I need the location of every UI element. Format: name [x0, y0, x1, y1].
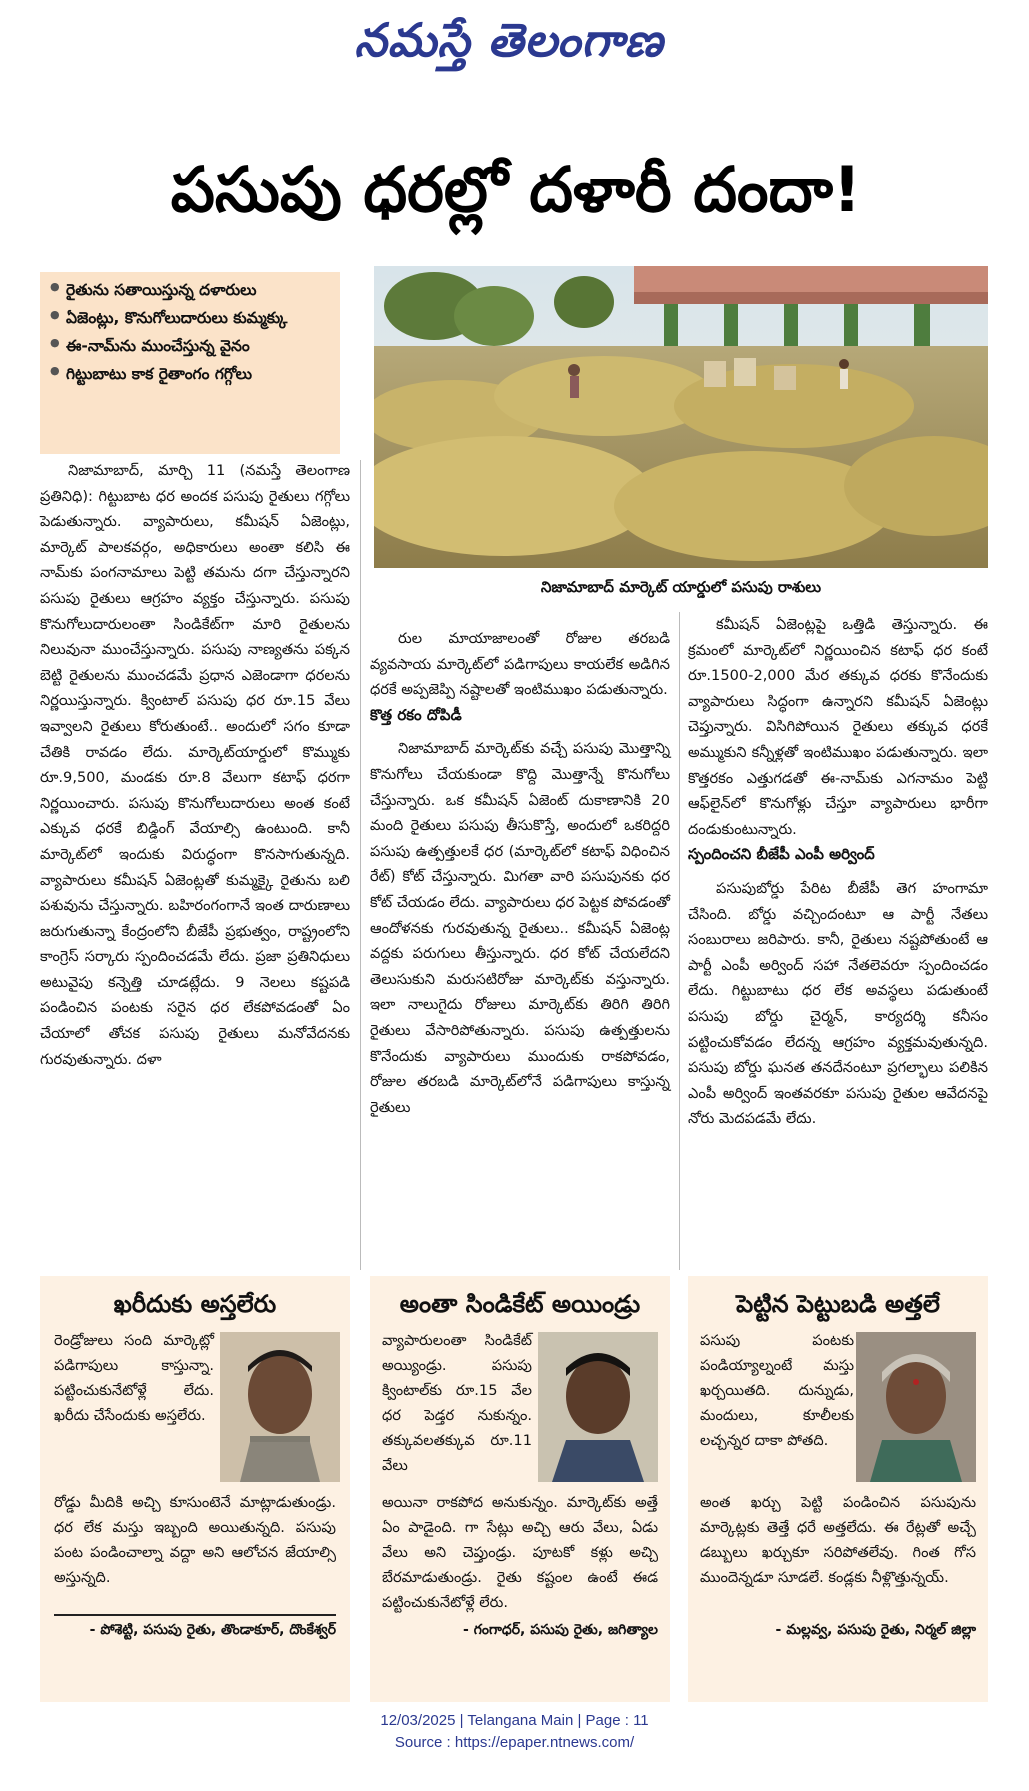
- farmer-portrait: [856, 1332, 976, 1482]
- headline: పసుపు ధరల్లో దళారీ దందా!: [170, 153, 862, 226]
- article-paragraph: నిజామాబాద్ మార్కెట్‌కు వచ్చే పసుపు మొత్తాన్ని కొనుగోలు చేయకుండా కొద్ది మొత్తాన్నే కొనుగోలు చేస్తున్నారు. ఒక కమీషన్ ఏజెంట్ దుకాణానికి 20 మంది రైతులు పసుపు తీసుకొస్తే, అందులో ఒకరిద్దరి పసుపు ఉత్పత్తులకే ధర (మార్కెట్‌లో కటాఫ్ విధించిన రేట్) కోట్ చేస్తున్నారు. మిగతా వారి పసుపునకు ధర కోట్ చేయడం లేదు. వ్యాపారులు ధర పెట్టక పోవడంతో ఆందోళనకు గురవుతున్న రైతులు.. కమీషన్ ఏజెంట్ల వద్దకు పరుగులు తీస్తున్నారు. ధర కోట్ చేయలేదని తెలుసుకుని మరుసటిరోజు మార్కెట్‌కు వస్తున్నారు. ఇలా నాలుగైదు రోజులు మార్కెట్‌కు తిరిగి తిరిగి రైతులు వేసారిపోతున్నారు. పసుపు ఉత్పత్తులను కొనేందుకు వ్యాపారులు ముందుకు రాకపోవడం, రోజుల తరబడి మార్కెట్‌లోనే పడిగాపులు కాస్తున్న రైతులు: [370, 740, 670, 1116]
- quote-credit: - పోశెట్టి, పసుపు రైతు, తొండాకూర్, దొంకేశ్వర్: [89, 1622, 336, 1638]
- quote-text: వ్యాపారులంతా సిండికేట్ అయ్యిండ్రు. పసుపు క్వింటాల్‌కు రూ.15 వేల ధర పెడ్తర నుకున్నం. తక్కువలతక్కువ రూ.11 వేలు: [382, 1332, 532, 1474]
- article-paragraph: పసుపుబోర్డు పేరిట బీజేపీ తెగ హంగామా చేసింది. బోర్డు వచ్చిందంటూ ఆ పార్టీ నేతలు సంబురాలు జరిపారు. కానీ, రైతులు నష్టపోతుంటే ఆ పార్టీ ఎంపీ అర్వింద్ సహా నేతలెవరూ స్పందించడం లేదు. గిట్టుబాటు ధర లేక అవస్థలు పడుతుంటే పసుపు బోర్డు చైర్మన్, కార్యదర్శి కనీసం పట్టించుకోవడం లేదన్న ఆగ్రహం వ్యక్తమవుతున్నది. పసుపు బోర్డు ఘనత తనదేనంటూ ప్రగల్భాలు పలికిన ఎంపీ అర్వింద్ ఇంతవరకూ పసుపు రైతుల ఆవేదనపై నోరు మెదపడమే లేదు.: [688, 879, 988, 1128]
- farmer-portrait: [220, 1332, 340, 1482]
- quote-text: అయినా రాకపోద అనుకున్నం. మార్కెట్‌కు అత్తే ఏం పాడైంది. గా సేట్లు అచ్చి ఆరు వేలు, ఏడు వేలు అని చెప్తుండ్రు. పూటకో కళ్లు అచ్చి బేరమాడుతుండ్రు. రైతు కష్టంల ఉంటే ఈడ పట్టించుకునేటోళ్లే లేరు.: [382, 1494, 658, 1611]
- quote-rule: [54, 1614, 336, 1616]
- farmer-quote-box: [370, 1276, 670, 1702]
- market-yard-photo: [374, 266, 988, 568]
- quote-credit: - గంగాధర్, పసుపు రైతు, జగిత్యాల: [463, 1622, 658, 1638]
- farmer-quote-box: [40, 1276, 350, 1702]
- highlight-item: ● గిట్టుబాటు కాక రైతాంగం గగ్గోలు: [50, 364, 332, 385]
- quote-title: ఖరీదుకు అస్తలేరు: [113, 1290, 277, 1318]
- section-subheading: స్పందించని బీజేపీ ఎంపీ అర్వింద్: [688, 845, 875, 864]
- source-url: Source : https://epaper.ntnews.com/: [394, 1734, 635, 1751]
- column-divider: [679, 612, 680, 1270]
- quote-title: అంతా సిండికేట్ అయిండ్రు: [399, 1290, 641, 1318]
- masthead-logo: నమస్తే తెలంగాణ: [354, 13, 664, 67]
- quote-text: పసుపు పంటకు పండియ్యాల్నంటే మస్తు ఖర్చయితది. దున్నుడు, మందులు, కూలీలకు లచ్చన్నర దాకా పోతది.: [700, 1332, 854, 1449]
- article-paragraph: కమీషన్ ఏజెంట్లపై ఒత్తిడి తెస్తున్నారు. ఈ క్రమంలో మార్కెట్‌లో నిర్ణయించిన కటాఫ్ ధర కంటే రూ.1500-2,000 మేర తక్కువ ధరకు కొనేందుకు వ్యాపారులు సిద్ధంగా ఉన్నారని కమీషన్ ఏజెంట్లు చెప్తున్నారు. విసిగిపోయిన రైతులు తక్కువ ధరకే అమ్ముకుని కన్నీళ్లతో ఇంటిముఖం పడుతున్నారు. ఇలా కొత్తరకం ఎత్తుగడతో ఈ-నామ్‌కు ఎగనామం పెట్టి ఆఫ్‌లైన్‌లో కొనుగోళ్లు చేస్తూ వ్యాపారులు భారీగా దండుకుంటున్నారు.: [688, 616, 988, 838]
- quote-text: అంత ఖర్చు పెట్టి పండించిన పసుపును మార్కెట్లకు తెత్తే ధరే అత్తలేదు. ఈ రేట్లతో అచ్చే డబ్బులు ఖర్చుకూ సరిపోతలేవు. గింత గోస ముందెన్నడూ సూడలే. కండ్లకు నీళ్లొత్తున్నయ్.: [700, 1494, 976, 1586]
- column-divider: [360, 460, 361, 1270]
- article-column-3: [688, 612, 988, 1270]
- quote-text: రెండ్రోజులు సంది మార్కెట్లో పడిగాపులు కాస్తున్నా. పట్టించుకునేటోళ్లే లేదు. ఖరీదు చేసేందుకు అస్తలేరు.: [54, 1332, 214, 1424]
- photo-caption: నిజామాబాద్ మార్కెట్ యార్డులో పసుపు రాశులు: [540, 578, 822, 596]
- article-paragraph: నిజామాబాద్, మార్చి 11 (నమస్తే తెలంగాణ ప్రతినిధి): గిట్టుబాట ధర అందక పసుపు రైతులు గగ్గోలు పెడుతున్నారు. వ్యాపారులు, కమీషన్ ఏజెంట్లు, మార్కెట్ పాలకవర్గం, అధికారులు అంతా కలిసి ఈ నామ్‌కు పంగనామాలు పెట్టి తమను దగా చేస్తున్నారని పసుపు రైతులు ఆగ్రహం వ్యక్తం చేస్తున్నారు. పసుపు కొనుగోలుదారులంతా సిండికేట్‌గా మారి రైతులను నిలువునా ముంచేస్తున్నారు. పసుపు నాణ్యతను పక్కన బెట్టి రైతులను ముంచడమే ప్రధాన ఎజెండాగా ధరలను నిర్ణయిస్తున్నారు. క్వింటాల్ పసుపు ధర రూ.15 వేలు ఇవ్వాలని రైతులు కోరుతుంటే.. అందులో సగం కూడా చేతికి రావడం లేదు. మార్కెట్‌యార్డులో కొమ్ముకు రూ.9,500, మండకు రూ.8 వేలుగా కటాఫ్ ధరగా నిర్ణయించారు. పసుపు కొనుగోలుదారులు అంత కంటే ఎక్కువ ధరకే బిడ్డింగ్ వేయాల్సి ఉంటుంది. కానీ మార్కెట్‌లో ఇందుకు విరుద్ధంగా కొనసాగుతున్నది. వ్యాపారులు కమీషన్ ఏజెంట్లతో కుమ్మక్కై రైతును బలి పశువును చేస్తున్నారు. బహిరంగంగానే ఇంత దారుణాలు జరుగుతున్నా కేంద్రంలోని బీజేపీ ప్రభుత్వం, రాష్ట్రంలోని కాంగ్రెస్ సర్కారు స్పందించడమే లేదు. ప్రజా ప్రతినిధులు అటువైపు కన్నెత్తి చూడట్లేదు. 9 నెలలు కష్టపడి పండించిన పంటకు సరైన ధర లేకపోవడంతో ఏం చేయాలో తోచక పసుపు రైతులు మనోవేదనకు గురవుతున్నారు. దళా: [40, 462, 350, 1068]
- farmer-quote-box: [688, 1276, 988, 1702]
- farmer-portrait: [538, 1332, 658, 1482]
- article-column-2: [370, 626, 670, 1270]
- quote-text: రోడ్డు మీదికి అచ్చి కూసుంటెనే మాట్లాడుతుండ్రు. ధర లేక మస్తు ఇబ్బంది అయితున్నది. పసుపు పంట పండించాల్నా వద్దా అని ఆలోచన జేయాల్సి అస్తున్నది.: [54, 1494, 336, 1586]
- highlight-item: ● రైతును సతాయిస్తున్న దళారులు: [50, 280, 332, 301]
- section-subheading: కొత్త రకం దోపిడీ: [370, 705, 462, 724]
- article-paragraph: రుల మాయాజాలంతో రోజుల తరబడి వ్యవసాయ మార్కెట్‌లో పడిగాపులు కాయలేక అడిగిన ధరకే అప్పజెప్పి నష్టాలతో ఇంటిముఖం పడుతున్నారు.: [370, 630, 670, 699]
- quote-credit: - మల్లవ్వ, పసుపు రైతు, నిర్మల్ జిల్లా: [775, 1622, 976, 1638]
- quote-title: పెట్టిన పెట్టుబడి అత్తలే: [736, 1290, 940, 1318]
- article-column-1: [40, 458, 350, 1270]
- highlight-item: ● ఏజెంట్లు, కొనుగోలుదారులు కుమ్మక్కు: [50, 308, 332, 329]
- edition-info: 12/03/2025 | Telangana Main | Page : 11: [380, 1712, 649, 1729]
- highlight-item: ● ఈ-నామ్‌ను ముంచేస్తున్న వైనం: [50, 336, 332, 357]
- highlights-box: [40, 272, 340, 454]
